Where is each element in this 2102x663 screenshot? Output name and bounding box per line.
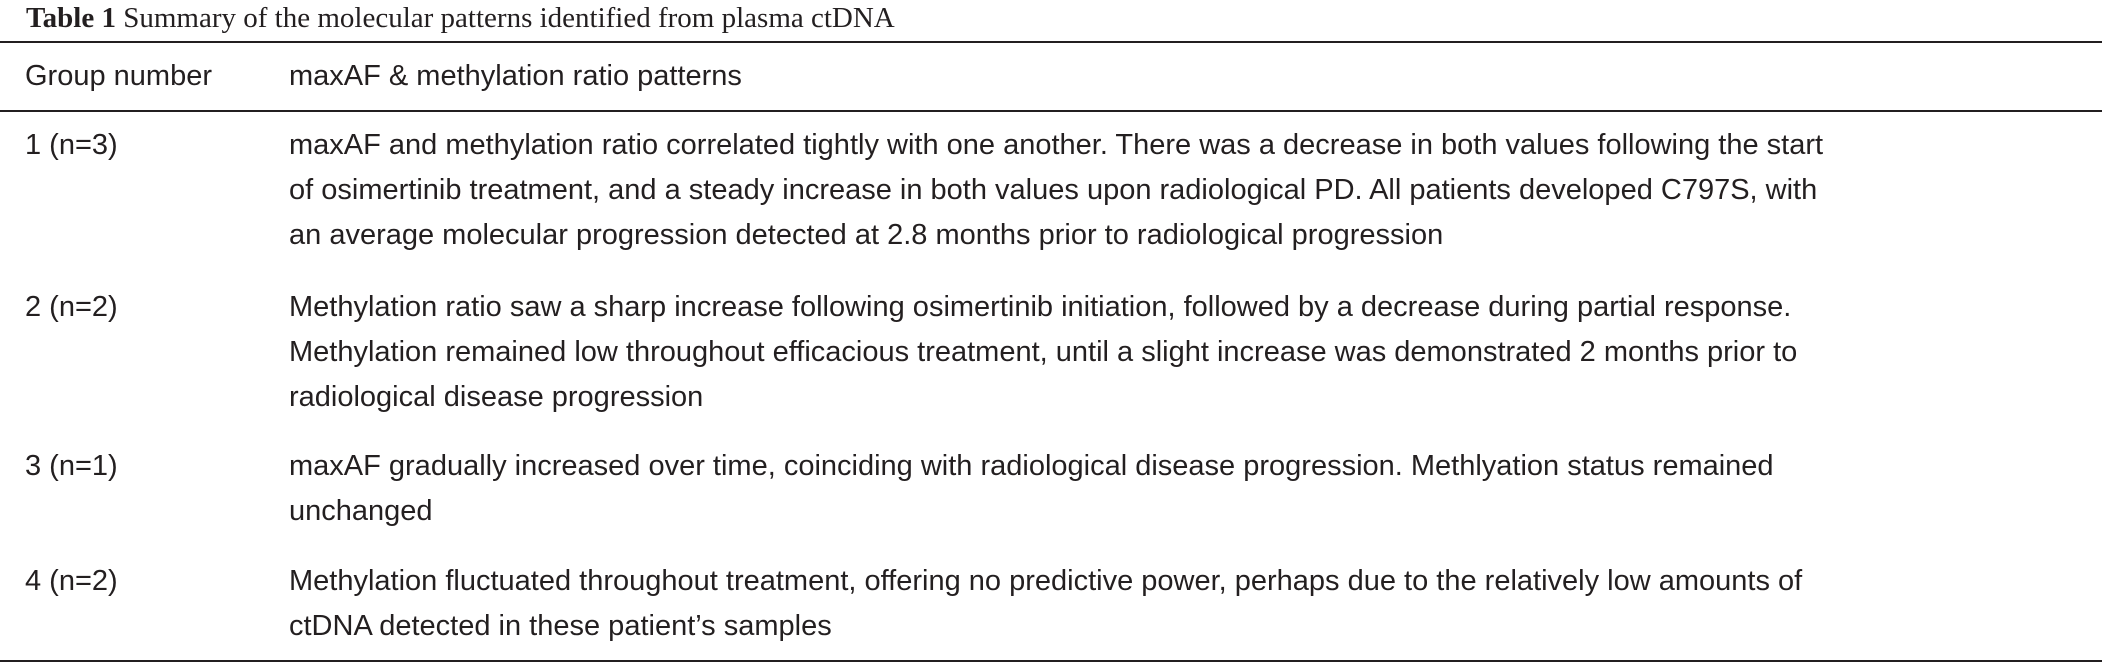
table-top-rule (0, 41, 2102, 43)
row-3-line-1: maxAF gradually increased over time, coinciding with radiological disease progression. Methlyation status remained (289, 450, 1774, 482)
table-bottom-rule (0, 660, 2102, 662)
row-2-line-2: Methylation remained low throughout efficacious treatment, until a slight increase was demonstrated 2 months prior to (289, 336, 1798, 368)
row-1-line-2: of osimertinib treatment, and a steady increase in both values upon radiological PD. All patients developed C797S, with (289, 174, 1818, 206)
table-caption-title: Summary of the molecular patterns identified from plasma ctDNA (123, 2, 895, 34)
row-2-group: 2 (n=2) (25, 291, 118, 323)
table-header-rule (0, 110, 2102, 112)
row-4-group: 4 (n=2) (25, 565, 118, 597)
table-caption-label: Table 1 (26, 2, 116, 34)
row-4-description (289, 559, 1802, 649)
row-4-line-1: Methylation fluctuated throughout treatment, offering no predictive power, perhaps due to the relatively low amounts of (289, 565, 1803, 597)
row-1-description (289, 123, 1823, 258)
row-3-line-2: unchanged (289, 495, 433, 527)
table-caption (26, 2, 895, 34)
header-patterns: maxAF & methylation ratio patterns (289, 60, 742, 92)
row-2-line-1: Methylation ratio saw a sharp increase following osimertinib initiation, followed by a decrease during partial response. (289, 291, 1792, 323)
row-1-group: 1 (n=3) (25, 129, 118, 161)
row-1-line-3: an average molecular progression detected at 2.8 months prior to radiological progression (289, 219, 1444, 251)
row-1-line-1: maxAF and methylation ratio correlated tightly with one another. There was a decrease in both values following the start (289, 129, 1824, 161)
row-3-group: 3 (n=1) (25, 450, 118, 482)
row-2-description (289, 285, 1797, 420)
row-4-line-2: ctDNA detected in these patient’s samples (289, 610, 832, 642)
row-2-line-3: radiological disease progression (289, 381, 704, 413)
header-group-number: Group number (25, 60, 212, 92)
row-3-description (289, 444, 1774, 534)
